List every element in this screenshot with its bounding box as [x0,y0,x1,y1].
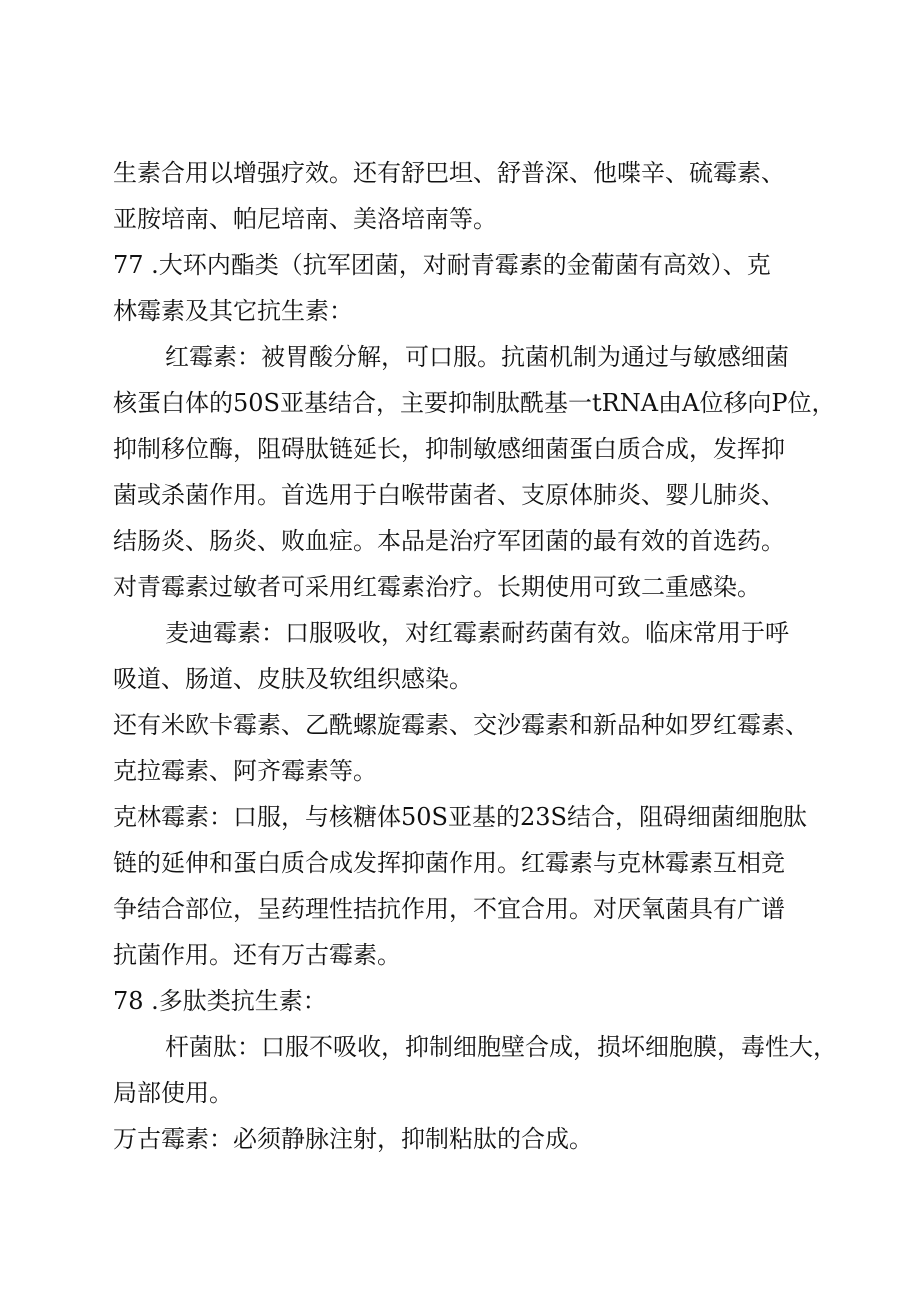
paragraph-clindamycin: 克林霉素：口服，与核糖体50S亚基的23S结合，阻碍细菌细胞肽 [113,803,807,831]
text-line: 吸道、肠道、皮肤及软组织感染。 [113,665,473,693]
section-heading-78: 78 .多肽类抗生素： [113,987,327,1015]
text-line: 生素合用以增强疗效。还有舒巴坦、舒普深、他喋辛、硫霉素、 [113,159,785,187]
paragraph-bacitracin: 杆菌肽：口服不吸收，抑制细胞壁合成，损坏细胞膜，毒性大， [165,1033,837,1061]
text-line: 对青霉素过敏者可采用红霉素治疗。长期使用可致二重感染。 [113,573,761,601]
text-line: 争结合部位，呈药理性拮抗作用，不宜合用。对厌氧菌具有广谱 [113,895,785,923]
text-line: 核蛋白体的50S亚基结合，主要抑制肽酰基一tRNA由A位移向P位， [113,389,836,417]
text-line: 结肠炎、肠炎、败血症。本品是治疗军团菌的最有效的首选药。 [113,527,785,555]
paragraph-midecamycin: 麦迪霉素：口服吸收，对红霉素耐药菌有效。临床常用于呼 [165,619,789,647]
text-line: 链的延伸和蛋白质合成发挥抑菌作用。红霉素与克林霉素互相竞 [113,849,785,877]
text-line: 亚胺培南、帕尼培南、美洛培南等。 [113,205,497,233]
text-line: 菌或杀菌作用。首选用于白喉带菌者、支原体肺炎、婴儿肺炎、 [113,481,785,509]
paragraph-erythromycin: 红霉素：被胃酸分解，可口服。抗菌机制为通过与敏感细菌 [165,343,789,371]
text-line: 抑制移位酶，阻碍肽链延长，抑制敏感细菌蛋白质合成，发挥抑 [113,435,785,463]
paragraph-vancomycin: 万古霉素：必须静脉注射，抑制粘肽的合成。 [113,1125,593,1153]
text-line: 林霉素及其它抗生素： [113,297,353,325]
section-heading-77: 77 .大环内酯类（抗军团菌，对耐青霉素的金葡菌有高效）、克 [113,251,771,279]
text-line: 还有米欧卡霉素、乙酰螺旋霉素、交沙霉素和新品种如罗红霉素、 [113,711,809,739]
text-line: 克拉霉素、阿齐霉素等。 [113,757,377,785]
text-line: 局部使用。 [113,1079,233,1107]
text-line: 抗菌作用。还有万古霉素。 [113,941,401,969]
